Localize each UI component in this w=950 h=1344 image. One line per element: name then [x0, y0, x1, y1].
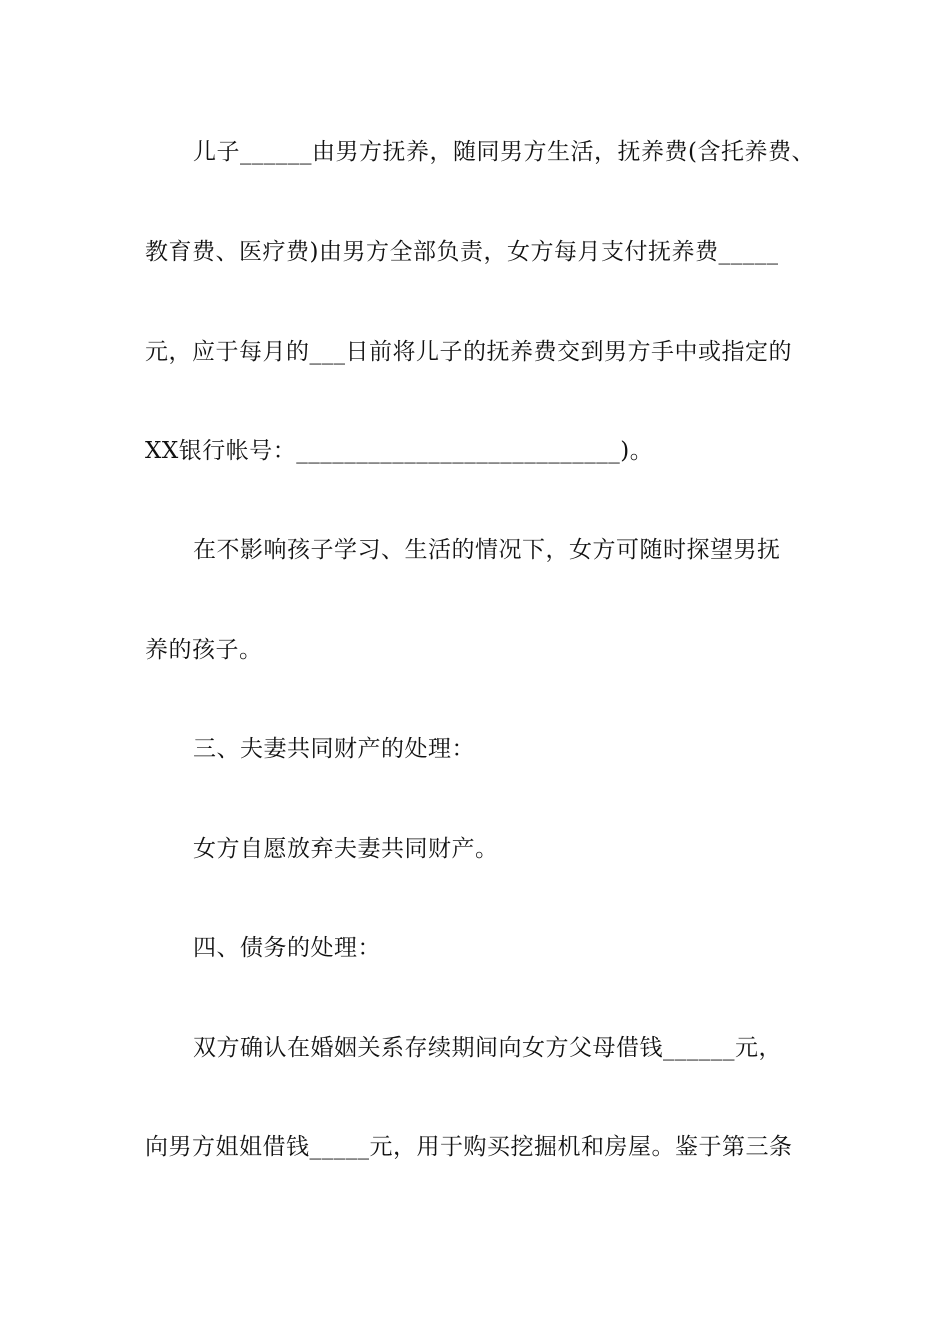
paragraph-line: 儿子______由男方抚养，随同男方生活，抚养费(含托养费、 [193, 139, 815, 165]
paragraph-line: 在不影响孩子学习、生活的情况下，女方可随时探望男抚 [193, 537, 781, 563]
paragraph-line: 向男方姐姐借钱_____元，用于购买挖掘机和房屋。鉴于第三条 [145, 1134, 793, 1160]
paragraph-line: 养的孩子。 [145, 637, 263, 663]
section-heading: 四、债务的处理： [193, 935, 381, 961]
paragraph-line: XX银行帐号：___________________________)。 [145, 438, 654, 464]
paragraph-line: 女方自愿放弃夫妻共同财产。 [193, 836, 499, 862]
paragraph-line: 教育费、医疗费)由男方全部负责，女方每月支付抚养费_____ [145, 239, 779, 265]
section-heading: 三、夫妻共同财产的处理： [193, 736, 475, 762]
paragraph-line: 元，应于每月的___日前将儿子的抚养费交到男方手中或指定的 [145, 339, 792, 365]
paragraph-line: 双方确认在婚姻关系存续期间向女方父母借钱______元， [193, 1035, 782, 1061]
